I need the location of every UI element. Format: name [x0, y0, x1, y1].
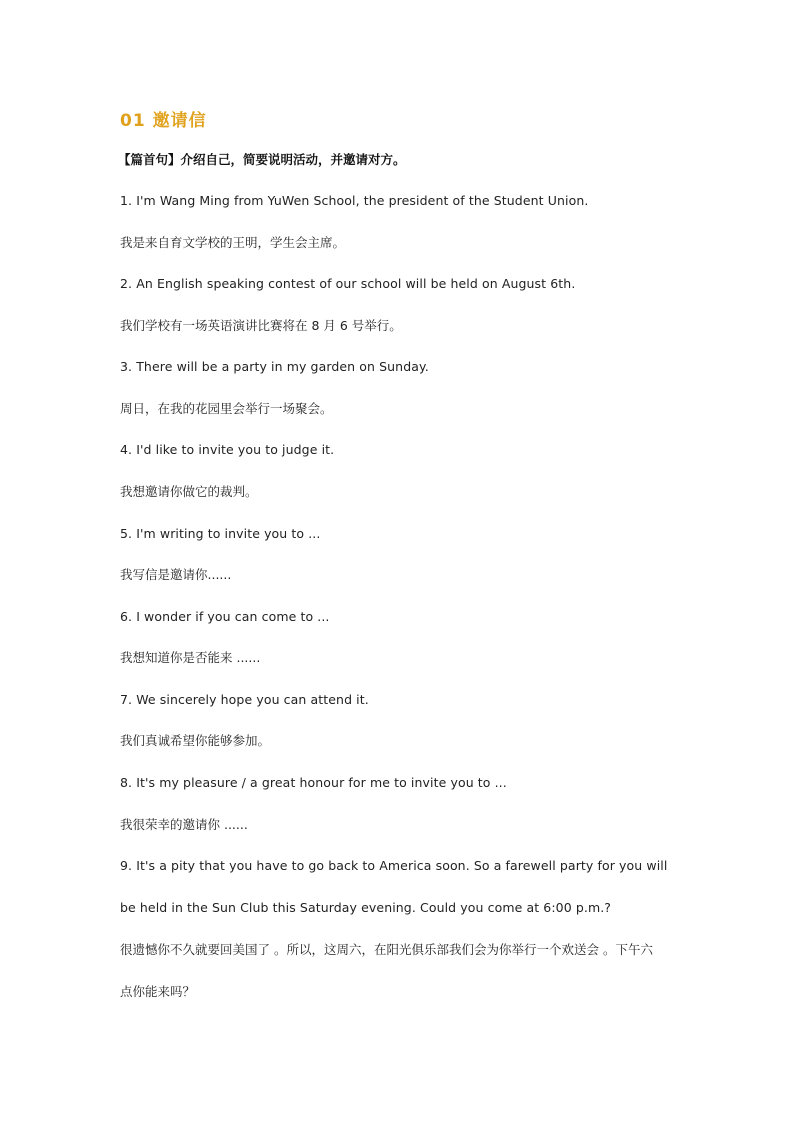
sentence-2-english: 2. An English speaking contest of our school will be held on August 6th. — [120, 276, 576, 291]
sentence-9-english-line-2: be held in the Sun Club this Saturday evening. Could you come at 6:00 p.m.? — [120, 900, 612, 915]
sentence-7-english: 7. We sincerely hope you can attend it. — [120, 692, 369, 707]
sentence-8-english: 8. It's my pleasure / a great honour for me to invite you to ... — [120, 775, 507, 790]
sentence-7-chinese: 我们真诚希望你能够参加。 — [120, 733, 271, 748]
sentence-4-chinese: 我想邀请你做它的裁判。 — [120, 484, 258, 499]
sentence-1-chinese: 我是来自育文学校的王明，学生会主席。 — [120, 235, 346, 250]
sentence-2-chinese: 我们学校有一场英语演讲比赛将在 8 月 6 号举行。 — [120, 318, 402, 333]
sentence-9-chinese-line-1: 很遗憾你不久就要回美国了 。所以，这周六，在阳光俱乐部我们会为你举行一个欢送会 。下午六 — [120, 942, 653, 957]
sentence-3-english: 3. There will be a party in my garden on Sunday. — [120, 359, 429, 374]
sentence-6-chinese: 我想知道你是否能来 ...... — [120, 650, 261, 665]
sentence-9-chinese-line-2: 点你能来吗？ — [120, 984, 196, 999]
sentence-9-english-line-1: 9. It's a pity that you have to go back to America soon. So a farewell party for you will — [120, 858, 668, 873]
section-subtitle: 【篇首句】介绍自己，简要说明活动，并邀请对方。 — [118, 152, 406, 167]
section-title: 01 邀请信 — [120, 111, 207, 131]
sentence-6-english: 6. I wonder if you can come to ... — [120, 609, 330, 624]
sentence-1-english: 1. I'm Wang Ming from YuWen School, the president of the Student Union. — [120, 193, 589, 208]
sentence-4-english: 4. I'd like to invite you to judge it. — [120, 442, 335, 457]
sentence-5-english: 5. I'm writing to invite you to ... — [120, 526, 321, 541]
sentence-8-chinese: 我很荣幸的邀请你 ...... — [120, 817, 248, 832]
sentence-5-chinese: 我写信是邀请你...... — [120, 567, 232, 582]
sentence-3-chinese: 周日，在我的花园里会举行一场聚会。 — [120, 401, 333, 416]
